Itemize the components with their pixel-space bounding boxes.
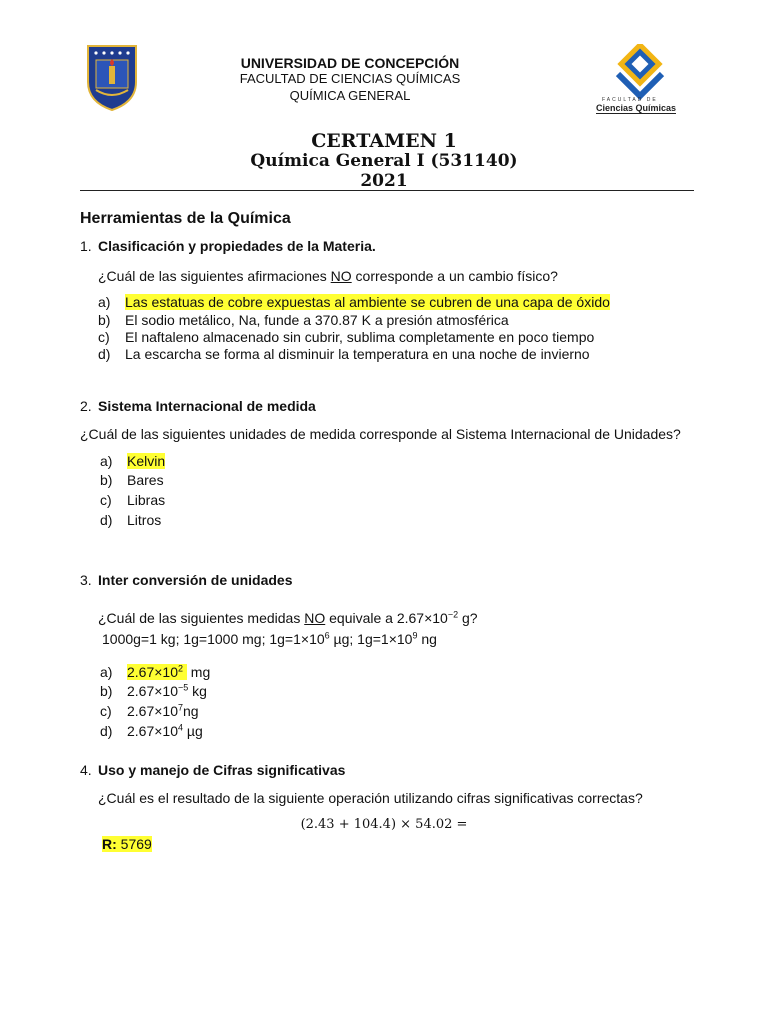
exam-title: CERTAMEN 1	[311, 130, 457, 152]
q1-number: 1.	[80, 238, 92, 254]
q3-option-a	[100, 664, 210, 680]
option-text-correct: Las estatuas de cobre expuestas al ambiente se cubren de una capa de óxido	[125, 294, 610, 310]
option-label: b)	[98, 312, 111, 328]
option-text: El naftaleno almacenado sin cubrir, sublima completamente en poco tiempo	[125, 329, 595, 345]
subject-name: QUÍMICA GENERAL	[289, 88, 411, 103]
q2-option-b	[100, 472, 164, 488]
q1-prompt-text: ¿Cuál de las siguientes afirmaciones	[98, 268, 331, 284]
q3-prompt	[98, 610, 478, 626]
q2-prompt: ¿Cuál de las siguientes unidades de medida corresponde al Sistema Internacional de Unidades?	[80, 426, 681, 442]
q1-option-a	[98, 294, 610, 310]
option-text-correct	[127, 664, 187, 680]
q1-prompt-text-end: corresponde a un cambio físico?	[351, 268, 558, 284]
title-divider	[80, 190, 694, 191]
q4-number: 4.	[80, 762, 92, 778]
option-base: 2.67×10	[127, 723, 178, 739]
q2-option-d	[100, 512, 161, 528]
option-text: La escarcha se forma al disminuir la temperatura en una noche de invierno	[125, 346, 590, 362]
option-text: Litros	[127, 512, 162, 528]
q3-prompt-unit: g?	[458, 610, 478, 626]
q3-option-c	[100, 703, 199, 719]
q3-prompt-exponent: −2	[447, 609, 459, 620]
logo-small-text: FACULTAD DE	[602, 97, 658, 103]
q3-conversions	[102, 631, 437, 647]
q4-answer	[102, 836, 152, 852]
exam-year: 2021	[360, 171, 408, 191]
university-crest	[86, 44, 138, 112]
conv-text: ng	[417, 631, 437, 647]
option-exp: −5	[178, 682, 189, 693]
option-label: a)	[100, 664, 113, 680]
option-label: b)	[100, 683, 113, 699]
q1-prompt	[98, 268, 558, 284]
q2-option-c	[100, 492, 165, 508]
faculty-logo	[596, 44, 686, 116]
option-unit: kg	[188, 683, 207, 699]
option-label: c)	[100, 492, 112, 508]
q2-title: Sistema Internacional de medida	[98, 398, 316, 414]
q3-prompt-value: equivale a 2.67×10	[325, 610, 448, 626]
q1-option-d	[98, 346, 590, 362]
q4-prompt: ¿Cuál es el resultado de la siguiente operación utilizando cifras significativas correctas?	[98, 790, 643, 806]
option-base: 2.67×10	[127, 683, 178, 699]
q1-title: Clasificación y propiedades de la Materia.	[98, 238, 376, 254]
option-label: a)	[100, 453, 113, 469]
option-unit: µg	[183, 723, 203, 739]
answer-label: R:	[102, 836, 117, 852]
exam-course: Química General I (531140)	[250, 151, 518, 171]
q4-title: Uso y manejo de Cifras significativas	[98, 762, 346, 778]
q4-equation: (2.43 + 104.4) × 54.02 =	[300, 817, 468, 832]
option-label: c)	[98, 329, 110, 345]
q1-option-c	[98, 329, 594, 345]
option-label: a)	[98, 294, 111, 310]
q2-number: 2.	[80, 398, 92, 414]
conv-text: 1000g=1 kg; 1g=1000 mg; 1g=1×10	[102, 631, 325, 647]
option-label: d)	[98, 346, 111, 362]
answer-value: 5769	[116, 836, 152, 852]
option-exp: 4	[178, 722, 184, 733]
option-label: b)	[100, 472, 113, 488]
option-exp: 2	[178, 663, 184, 674]
q1-prompt-emphasis: NO	[330, 268, 352, 284]
option-label: d)	[100, 723, 113, 739]
q3-title: Inter conversión de unidades	[98, 572, 293, 588]
conv-exp: 9	[412, 630, 418, 641]
university-name: UNIVERSIDAD DE CONCEPCIÓN	[240, 55, 460, 71]
option-unit: mg	[186, 664, 211, 680]
section-title: Herramientas de la Química	[80, 210, 291, 227]
conv-text: µg; 1g=1×10	[329, 631, 413, 647]
q3-prompt-text: ¿Cuál de las siguientes medidas	[98, 610, 305, 626]
option-text: Libras	[127, 492, 166, 508]
option-text-correct: Kelvin	[127, 453, 166, 469]
option-text: El sodio metálico, Na, funde a 370.87 K a presión atmosférica	[125, 312, 509, 328]
option-base: 2.67×10	[127, 664, 178, 680]
q3-option-d	[100, 723, 203, 739]
option-label: c)	[100, 703, 112, 719]
option-label: d)	[100, 512, 113, 528]
q3-option-b	[100, 683, 207, 699]
option-unit: ng	[183, 703, 199, 719]
conv-exp: 6	[324, 630, 330, 641]
q2-option-a	[100, 453, 165, 469]
option-text: Bares	[127, 472, 164, 488]
q3-number: 3.	[80, 572, 92, 588]
option-exp: 7	[178, 702, 184, 713]
q1-option-b	[98, 312, 509, 328]
logo-big-text: Ciencias Químicas	[596, 103, 677, 113]
q3-prompt-emphasis: NO	[304, 610, 326, 626]
faculty-name: FACULTAD DE CIENCIAS QUÍMICAS	[239, 71, 461, 86]
option-base: 2.67×10	[127, 703, 178, 719]
